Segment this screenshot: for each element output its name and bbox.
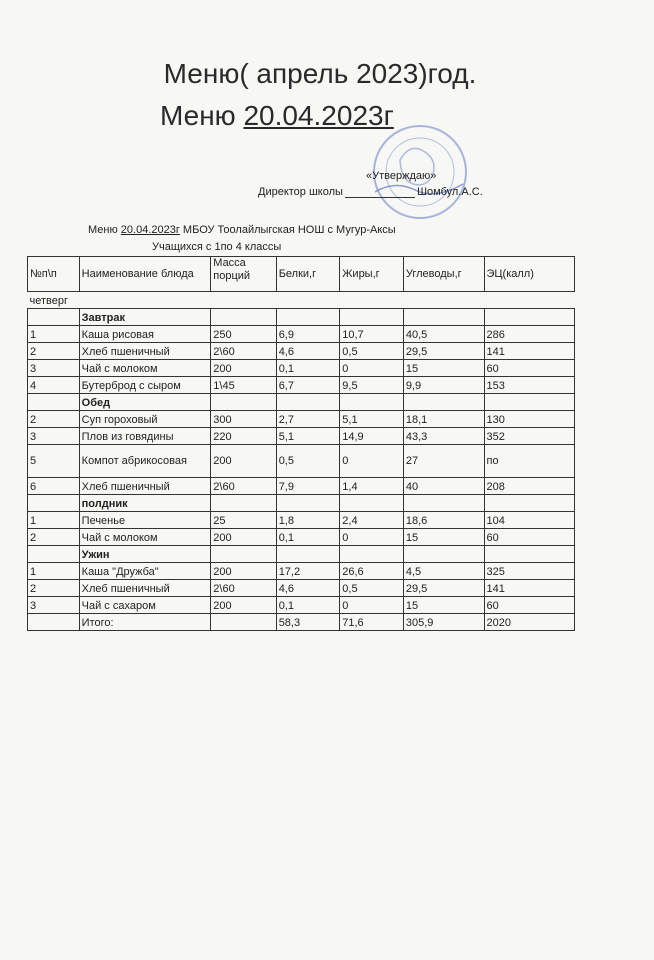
cell-fat: 14,9 [340, 428, 404, 445]
cell-fat: 0,5 [340, 580, 404, 597]
section-name: Завтрак [79, 309, 211, 326]
empty-cell [276, 495, 340, 512]
cell-dish: Чай с молоком [79, 360, 211, 377]
cell-kcal: 141 [484, 343, 575, 360]
empty-cell [403, 546, 484, 563]
cell-dish: Хлеб пшеничный [79, 478, 211, 495]
cell-dish: Хлеб пшеничный [79, 580, 211, 597]
cell-kcal: 141 [484, 580, 575, 597]
cell-fat: 0,5 [340, 343, 404, 360]
empty-cell [484, 394, 575, 411]
cell-carb: 15 [403, 529, 484, 546]
empty-cell [276, 309, 340, 326]
empty-cell [211, 614, 276, 631]
director-label: Директор школы [258, 186, 343, 198]
empty-cell [276, 394, 340, 411]
cell-carb: 29,5 [403, 343, 484, 360]
table-row [28, 377, 575, 394]
cell-mass: 200 [211, 360, 276, 377]
total-row [28, 614, 575, 631]
cell-protein: 4,6 [276, 580, 340, 597]
cell-number: 3 [28, 428, 80, 445]
cell-protein: 7,9 [276, 478, 340, 495]
cell-number: 2 [28, 580, 80, 597]
header-dish: Наименование блюда [79, 257, 211, 292]
header-number: №п\п [28, 257, 80, 292]
cell-fat: 0 [340, 360, 404, 377]
cell-dish: Чай с молоком [79, 529, 211, 546]
empty-cell [340, 546, 404, 563]
table-row [28, 326, 575, 343]
table-row [28, 529, 575, 546]
cell-fat: 0 [340, 445, 404, 478]
cell-dish: Печенье [79, 512, 211, 529]
cell-mass: 25 [211, 512, 276, 529]
cell-fat: 10,7 [340, 326, 404, 343]
empty-cell [211, 394, 276, 411]
empty-cell [484, 495, 575, 512]
header-carb: Углеводы,г [403, 257, 484, 292]
section-row [28, 394, 575, 411]
director-line [258, 186, 483, 198]
cell-number: 2 [28, 529, 80, 546]
empty-cell [340, 495, 404, 512]
total-label: Итого: [79, 614, 211, 631]
empty-cell [28, 309, 80, 326]
cell-mass: 1\45 [211, 377, 276, 394]
cell-mass: 2\60 [211, 478, 276, 495]
cell-mass: 200 [211, 529, 276, 546]
section-row [28, 495, 575, 512]
cell-protein: 1,8 [276, 512, 340, 529]
cell-protein: 0,1 [276, 529, 340, 546]
cell-carb: 18,1 [403, 411, 484, 428]
total-kcal: 2020 [484, 614, 575, 631]
cell-mass: 300 [211, 411, 276, 428]
cell-mass: 200 [211, 445, 276, 478]
section-row [28, 546, 575, 563]
cell-mass: 200 [211, 563, 276, 580]
cell-number: 1 [28, 512, 80, 529]
empty-cell [211, 546, 276, 563]
cell-carb: 40 [403, 478, 484, 495]
total-protein: 58,3 [276, 614, 340, 631]
cell-fat: 5,1 [340, 411, 404, 428]
cell-number: 6 [28, 478, 80, 495]
cell-number: 1 [28, 326, 80, 343]
cell-protein: 6,9 [276, 326, 340, 343]
cell-protein: 2,7 [276, 411, 340, 428]
table-row [28, 478, 575, 495]
cell-number: 4 [28, 377, 80, 394]
empty-cell [211, 309, 276, 326]
cell-kcal: 286 [484, 326, 575, 343]
empty-cell [340, 309, 404, 326]
header-mass: Масса порций [211, 257, 276, 292]
day-name: четверг [28, 292, 575, 309]
approval-label: «Утверждаю» [366, 170, 437, 182]
cell-kcal: 153 [484, 377, 575, 394]
cell-dish: Хлеб пшеничный [79, 343, 211, 360]
empty-cell [403, 394, 484, 411]
empty-cell [340, 394, 404, 411]
menu-table [27, 256, 575, 631]
cell-carb: 18,6 [403, 512, 484, 529]
menu-school: МБОУ Тоолайлыгская НОШ с Мугур-Аксы [179, 224, 396, 236]
menu-prefix: Меню [88, 224, 121, 236]
cell-number: 2 [28, 411, 80, 428]
empty-cell [28, 394, 80, 411]
table-row [28, 360, 575, 377]
table-row [28, 512, 575, 529]
cell-kcal: 130 [484, 411, 575, 428]
section-name: Ужин [79, 546, 211, 563]
cell-carb: 15 [403, 360, 484, 377]
table-row [28, 343, 575, 360]
empty-cell [28, 546, 80, 563]
signature-line [345, 187, 415, 198]
table-row [28, 411, 575, 428]
table-row [28, 445, 575, 478]
cell-mass: 250 [211, 326, 276, 343]
cell-kcal: 104 [484, 512, 575, 529]
table-row [28, 563, 575, 580]
cell-dish: Бутерброд с сыром [79, 377, 211, 394]
cell-protein: 0,5 [276, 445, 340, 478]
cell-dish: Компот абрикосовая [79, 445, 211, 478]
header-protein: Белки,г [276, 257, 340, 292]
table-header-row [28, 257, 575, 292]
cell-kcal: 208 [484, 478, 575, 495]
cell-kcal: 60 [484, 597, 575, 614]
empty-cell [484, 309, 575, 326]
cell-kcal: 325 [484, 563, 575, 580]
empty-cell [403, 309, 484, 326]
day-row [28, 292, 575, 309]
header-fat: Жиры,г [340, 257, 404, 292]
cell-protein: 17,2 [276, 563, 340, 580]
cell-mass: 2\60 [211, 580, 276, 597]
cell-fat: 0 [340, 529, 404, 546]
menu-date: 20.04.2023г [120, 224, 180, 236]
cell-mass: 200 [211, 597, 276, 614]
cell-mass: 2\60 [211, 343, 276, 360]
cell-carb: 43,3 [403, 428, 484, 445]
total-fat: 71,6 [340, 614, 404, 631]
cell-fat: 2,4 [340, 512, 404, 529]
empty-cell [28, 495, 80, 512]
table-row [28, 597, 575, 614]
cell-protein: 0,1 [276, 360, 340, 377]
cell-mass: 220 [211, 428, 276, 445]
subtitle-prefix: Меню [160, 100, 244, 131]
cell-carb: 40,5 [403, 326, 484, 343]
header-kcal: ЭЦ(калл) [484, 257, 575, 292]
cell-fat: 26,6 [340, 563, 404, 580]
table-row [28, 580, 575, 597]
students-line: Учащихся с 1по 4 классы [152, 241, 282, 253]
menu-heading [88, 224, 396, 236]
cell-fat: 9,5 [340, 377, 404, 394]
cell-kcal: 60 [484, 360, 575, 377]
cell-dish: Суп гороховый [79, 411, 211, 428]
empty-cell [28, 614, 80, 631]
cell-number: 3 [28, 597, 80, 614]
cell-dish: Каша рисовая [79, 326, 211, 343]
cell-carb: 29,5 [403, 580, 484, 597]
section-row [28, 309, 575, 326]
cell-fat: 1,4 [340, 478, 404, 495]
cell-number: 3 [28, 360, 80, 377]
cell-carb: 15 [403, 597, 484, 614]
director-name: Шомбул.А.С. [416, 186, 483, 198]
section-name: полдник [79, 495, 211, 512]
subtitle-date: 20.04.2023г [243, 100, 394, 131]
cell-carb: 27 [403, 445, 484, 478]
cell-kcal: 60 [484, 529, 575, 546]
cell-carb: 9,9 [403, 377, 484, 394]
cell-kcal: 352 [484, 428, 575, 445]
empty-cell [211, 495, 276, 512]
empty-cell [484, 546, 575, 563]
cell-dish: Плов из говядины [79, 428, 211, 445]
cell-protein: 4,6 [276, 343, 340, 360]
cell-protein: 6,7 [276, 377, 340, 394]
cell-number: 2 [28, 343, 80, 360]
cell-protein: 0,1 [276, 597, 340, 614]
cell-dish: Каша "Дружба" [79, 563, 211, 580]
cell-protein: 5,1 [276, 428, 340, 445]
cell-number: 1 [28, 563, 80, 580]
table-row [28, 428, 575, 445]
cell-fat: 0 [340, 597, 404, 614]
page-title: Меню( апрель 2023)год. [163, 58, 477, 89]
cell-dish: Чай с сахаром [79, 597, 211, 614]
empty-cell [276, 546, 340, 563]
cell-number: 5 [28, 445, 80, 478]
cell-carb: 4,5 [403, 563, 484, 580]
cell-kcal: по [484, 445, 575, 478]
total-carb: 305,9 [403, 614, 484, 631]
empty-cell [403, 495, 484, 512]
section-name: Обед [79, 394, 211, 411]
